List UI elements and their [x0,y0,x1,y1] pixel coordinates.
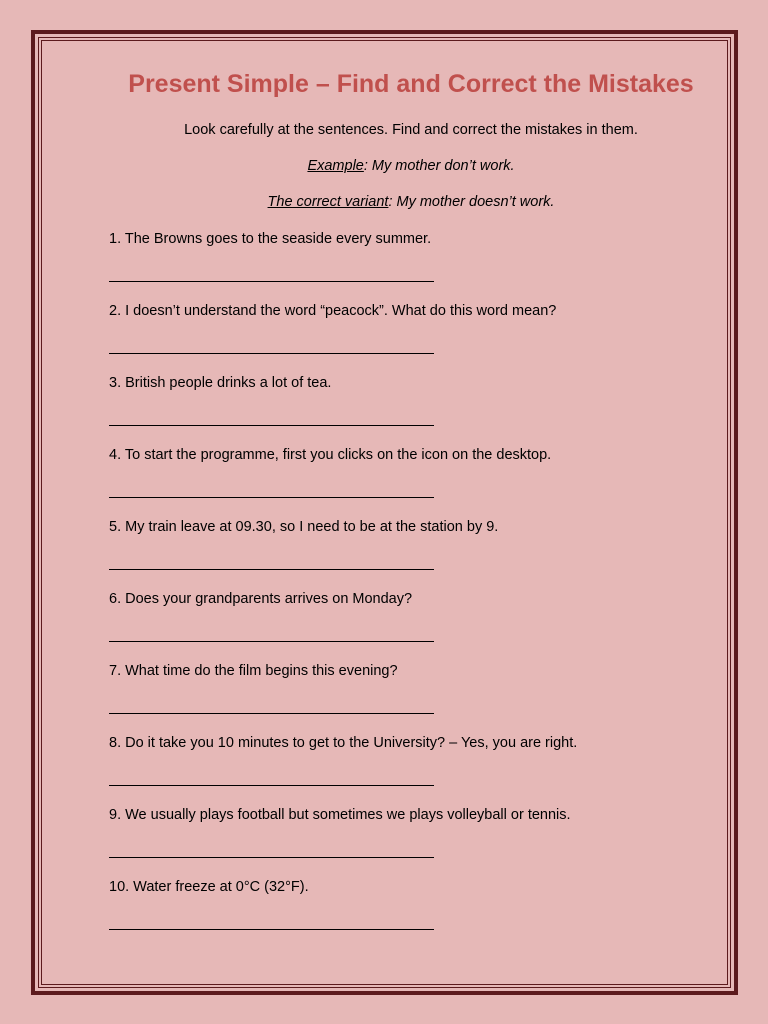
answer-line-7[interactable] [109,713,434,714]
question-1: 1. The Browns goes to the seaside every summer. [109,231,432,247]
question-6: 6. Does your grandparents arrives on Monday? [109,591,413,607]
correct-variant-label: The correct variant [267,194,389,210]
question-3: 3. British people drinks a lot of tea. [109,375,332,391]
answer-line-5[interactable] [109,569,434,570]
correct-variant-sentence [0,194,768,210]
question-7: 7. What time do the film begins this evening? [109,663,398,679]
answer-line-3[interactable] [109,425,434,426]
example-text: : My mother don’t work. [363,158,515,174]
worksheet-instruction: Look carefully at the sentences. Find and correct the mistakes in them. [184,122,638,138]
question-2: 2. I doesn’t understand the word “peacock”. What do this word mean? [109,303,557,319]
answer-line-6[interactable] [109,641,434,642]
correct-variant-text: : My mother doesn’t work. [388,194,555,210]
example-label: Example [307,158,364,174]
answer-line-4[interactable] [109,497,434,498]
question-5: 5. My train leave at 09.30, so I need to be at the station by 9. [109,519,499,535]
answer-line-9[interactable] [109,857,434,858]
question-4: 4. To start the programme, first you clicks on the icon on the desktop. [109,447,552,463]
question-8: 8. Do it take you 10 minutes to get to the University? – Yes, you are right. [109,735,578,751]
worksheet-title: Present Simple – Find and Correct the Mistakes [128,70,694,98]
page-border-inner [41,40,728,985]
question-10: 10. Water freeze at 0°C (32°F). [109,879,309,895]
answer-line-1[interactable] [109,281,434,282]
example-sentence [0,158,768,174]
answer-line-2[interactable] [109,353,434,354]
answer-line-10[interactable] [109,929,434,930]
question-9: 9. We usually plays football but sometimes we plays volleyball or tennis. [109,807,571,823]
answer-line-8[interactable] [109,785,434,786]
